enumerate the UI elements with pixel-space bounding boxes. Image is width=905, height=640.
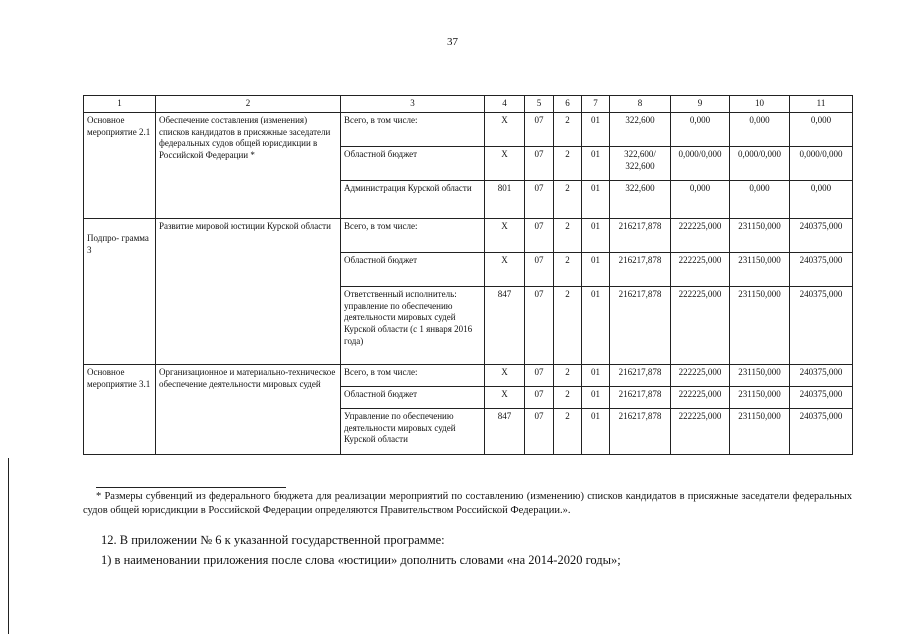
amount-cell: 231150,000 (730, 409, 790, 455)
section-cell: 07 (525, 181, 554, 219)
measure-code-cell: Основное мероприятие 2.1 (84, 113, 156, 219)
gov-code-cell: Х (485, 365, 525, 387)
subsection-cell: 2 (554, 219, 582, 253)
article-cell: 01 (582, 181, 610, 219)
section-cell: 07 (525, 409, 554, 455)
amount-cell: 222225,000 (671, 253, 730, 287)
amount-cell: 216217,878 (610, 219, 671, 253)
amount-cell: 240375,000 (790, 409, 853, 455)
section-cell: 07 (525, 219, 554, 253)
gov-code-cell: 847 (485, 409, 525, 455)
paragraph-12: 12. В приложении № 6 к указанной государственной программе: (101, 533, 445, 547)
article-cell: 01 (582, 287, 610, 365)
amount-cell: 0,000/0,000 (790, 147, 853, 181)
amount-cell: 216217,878 (610, 387, 671, 409)
header-cell: 9 (671, 96, 730, 113)
subsection-cell: 2 (554, 387, 582, 409)
amount-cell: 231150,000 (730, 287, 790, 365)
header-cell: 11 (790, 96, 853, 113)
amount-cell: 216217,878 (610, 287, 671, 365)
header-cell: 10 (730, 96, 790, 113)
amount-cell: 231150,000 (730, 387, 790, 409)
amount-cell: 0,000 (790, 113, 853, 147)
paragraph-12-1: 1) в наименовании приложения после слова «юстиции» дополнить словами «на 2014-2020 годы»; (101, 553, 621, 567)
article-cell: 01 (582, 387, 610, 409)
source-cell: Всего, в том числе: (341, 365, 485, 387)
table-header-row (84, 96, 853, 113)
amount-cell: 0,000 (730, 113, 790, 147)
footnote: * Размеры субвенций из федерального бюджета для реализации мероприятий по составлению (изменению) списков кандидатов в присяжные заседатели федеральных судов общей юрисдикции в Российской Федерации определяются Правительством Российской Федерации.». (83, 491, 852, 517)
source-cell: Управление по обеспечению деятельности мировых судей Курской области (341, 409, 485, 455)
article-cell: 01 (582, 147, 610, 181)
amount-cell: 0,000 (671, 113, 730, 147)
header-cell: 5 (525, 96, 554, 113)
subsection-cell: 2 (554, 365, 582, 387)
margin-line (8, 458, 9, 634)
amount-cell: 240375,000 (790, 387, 853, 409)
gov-code-cell: Х (485, 147, 525, 181)
source-cell: Всего, в том числе: (341, 113, 485, 147)
amount-cell: 222225,000 (671, 219, 730, 253)
measure-code-cell: Основное мероприятие 3.1 (84, 365, 156, 455)
subsection-cell: 2 (554, 253, 582, 287)
header-cell: 1 (84, 96, 156, 113)
measure-title-cell: Развитие мировой юстиции Курской области (156, 219, 341, 365)
gov-code-cell: 801 (485, 181, 525, 219)
amount-cell: 240375,000 (790, 365, 853, 387)
header-cell: 3 (341, 96, 485, 113)
gov-code-cell: Х (485, 253, 525, 287)
table-row (84, 365, 853, 387)
budget-table (83, 95, 853, 455)
amount-cell: 322,600/ 322,600 (610, 147, 671, 181)
article-cell: 01 (582, 219, 610, 253)
source-cell: Всего, в том числе: (341, 219, 485, 253)
amount-cell: 240375,000 (790, 287, 853, 365)
article-cell: 01 (582, 113, 610, 147)
section-cell: 07 (525, 147, 554, 181)
measure-title-cell: Организационное и материально-техническое обеспечение деятельности мировых судей (156, 365, 341, 455)
article-cell: 01 (582, 365, 610, 387)
section-cell: 07 (525, 287, 554, 365)
article-cell: 01 (582, 253, 610, 287)
amount-cell: 231150,000 (730, 365, 790, 387)
header-cell: 7 (582, 96, 610, 113)
subsection-cell: 2 (554, 409, 582, 455)
amount-cell: 216217,878 (610, 365, 671, 387)
amount-cell: 240375,000 (790, 253, 853, 287)
amount-cell: 216217,878 (610, 409, 671, 455)
table-row (84, 113, 853, 147)
amount-cell: 322,600 (610, 181, 671, 219)
amount-cell: 322,600 (610, 113, 671, 147)
header-cell: 6 (554, 96, 582, 113)
subsection-cell: 2 (554, 147, 582, 181)
header-cell: 8 (610, 96, 671, 113)
header-cell: 4 (485, 96, 525, 113)
amount-cell: 222225,000 (671, 287, 730, 365)
measure-code-cell: Подпро- грамма 3 (84, 219, 156, 365)
subsection-cell: 2 (554, 181, 582, 219)
subsection-cell: 2 (554, 113, 582, 147)
subsection-cell: 2 (554, 287, 582, 365)
gov-code-cell: Х (485, 219, 525, 253)
amount-cell: 0,000/0,000 (730, 147, 790, 181)
measure-title-cell: Обеспечение составления (изменения) списков кандидатов в присяжные заседатели федеральных судов общей юрисдикции в Российской Федерации * (156, 113, 341, 219)
section-cell: 07 (525, 113, 554, 147)
section-cell: 07 (525, 365, 554, 387)
footnote-separator (96, 487, 286, 488)
page-number: 37 (447, 36, 458, 48)
amount-cell: 0,000 (671, 181, 730, 219)
amount-cell: 0,000/0,000 (671, 147, 730, 181)
amount-cell: 222225,000 (671, 387, 730, 409)
amount-cell: 222225,000 (671, 365, 730, 387)
source-cell: Областной бюджет (341, 147, 485, 181)
source-cell: Администрация Курской области (341, 181, 485, 219)
article-cell: 01 (582, 409, 610, 455)
gov-code-cell: Х (485, 113, 525, 147)
amount-cell: 216217,878 (610, 253, 671, 287)
amount-cell: 231150,000 (730, 253, 790, 287)
amount-cell: 0,000 (790, 181, 853, 219)
gov-code-cell: Х (485, 387, 525, 409)
header-cell: 2 (156, 96, 341, 113)
source-cell: Ответственный исполнитель: управление по обеспечению деятельности мировых судей Курской области (с 1 января 2016 года) (341, 287, 485, 365)
section-cell: 07 (525, 253, 554, 287)
amount-cell: 222225,000 (671, 409, 730, 455)
table-row (84, 219, 853, 253)
source-cell: Областной бюджет (341, 253, 485, 287)
amount-cell: 231150,000 (730, 219, 790, 253)
source-cell: Областной бюджет (341, 387, 485, 409)
gov-code-cell: 847 (485, 287, 525, 365)
amount-cell: 0,000 (730, 181, 790, 219)
amount-cell: 240375,000 (790, 219, 853, 253)
section-cell: 07 (525, 387, 554, 409)
